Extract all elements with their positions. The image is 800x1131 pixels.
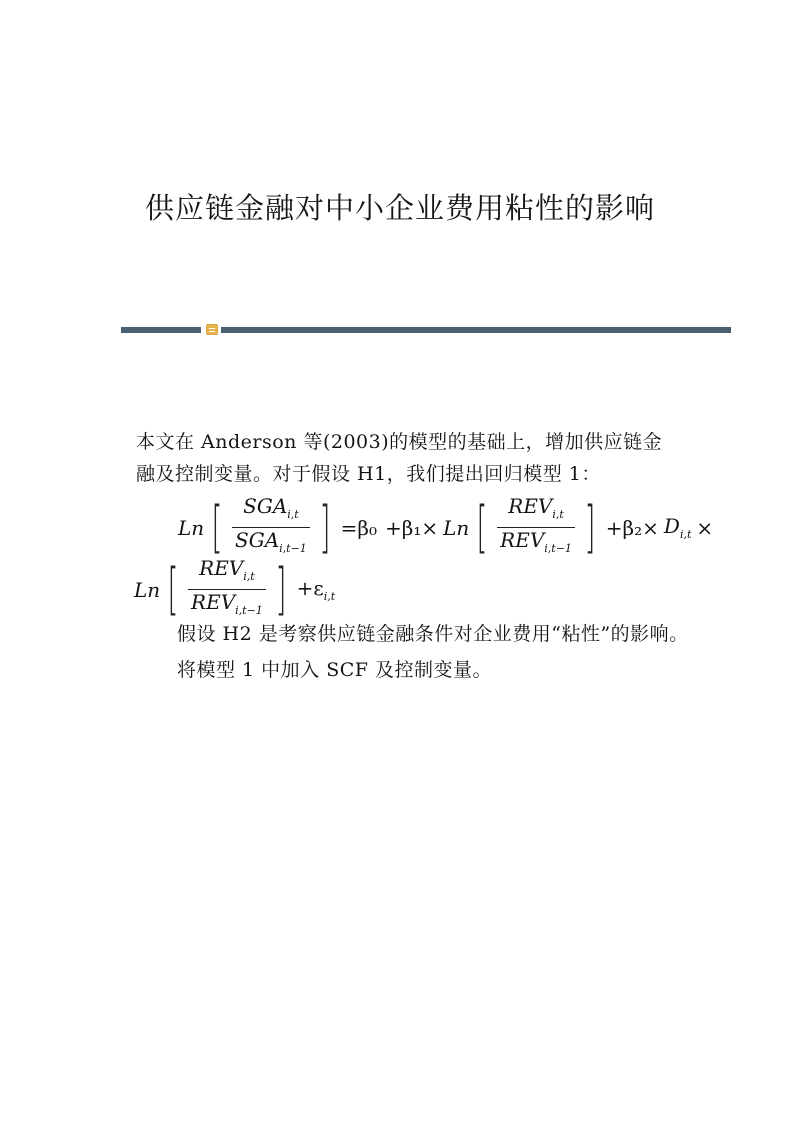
rev-denominator: $REV_{i,t-1}$ [500, 528, 572, 555]
paragraph-1-line-2: 融及控制变量。对于假设 H1，我们提出回归模型 1： [136, 463, 601, 485]
rev-fraction [497, 494, 575, 561]
right-bracket: ] [584, 494, 596, 560]
paragraph-3: 将模型 1 中加入 SCF 及控制变量。 [177, 659, 492, 681]
paragraph-1-line-1: 本文在 Anderson 等(2003)的模型的基础上，增加供应链金 [136, 431, 663, 453]
left-bracket: [ [211, 494, 223, 560]
divider-marker-icon [206, 324, 218, 335]
formula-plus-beta2: +β₂× [605, 515, 659, 540]
regression-formula-line-1 [178, 494, 716, 561]
sga-denominator: $SGA_{i,t-1}$ [235, 528, 307, 555]
divider-bar-right [221, 327, 731, 333]
left-bracket: [ [167, 556, 179, 622]
formula-d: $D_{i,t}$ [663, 514, 692, 541]
section-divider [121, 324, 731, 334]
formula-plus-beta1: +β₁× [385, 515, 439, 540]
formula-ln: Ln [134, 577, 161, 602]
formula-ln: Ln [178, 515, 205, 540]
sga-fraction [232, 494, 310, 561]
rev-numerator: $REV_{i,t}$ [508, 494, 564, 521]
formula-times: × [696, 515, 714, 540]
document-title: 供应链金融对中小企业费用粘性的影响 [144, 191, 655, 225]
formula-eq-beta0: =β₀ [340, 515, 378, 540]
rev-fraction [188, 556, 266, 623]
formula-ln: Ln [443, 515, 470, 540]
rev-numerator: $REV_{i,t}$ [199, 556, 255, 583]
divider-bar-left [121, 327, 201, 333]
left-bracket: [ [476, 494, 488, 560]
sga-numerator: $SGA_{i,t}$ [243, 494, 299, 521]
right-bracket: ] [319, 494, 331, 560]
right-bracket: ] [275, 556, 287, 622]
formula-plus-epsilon: $+\varepsilon_{i,t}$ [296, 576, 336, 603]
rev-denominator: $REV_{i,t-1}$ [191, 590, 263, 617]
regression-formula-line-2 [134, 556, 338, 623]
paragraph-2: 假设 H2 是考察供应链金融条件对企业费用“粘性”的影响。 [177, 623, 689, 645]
